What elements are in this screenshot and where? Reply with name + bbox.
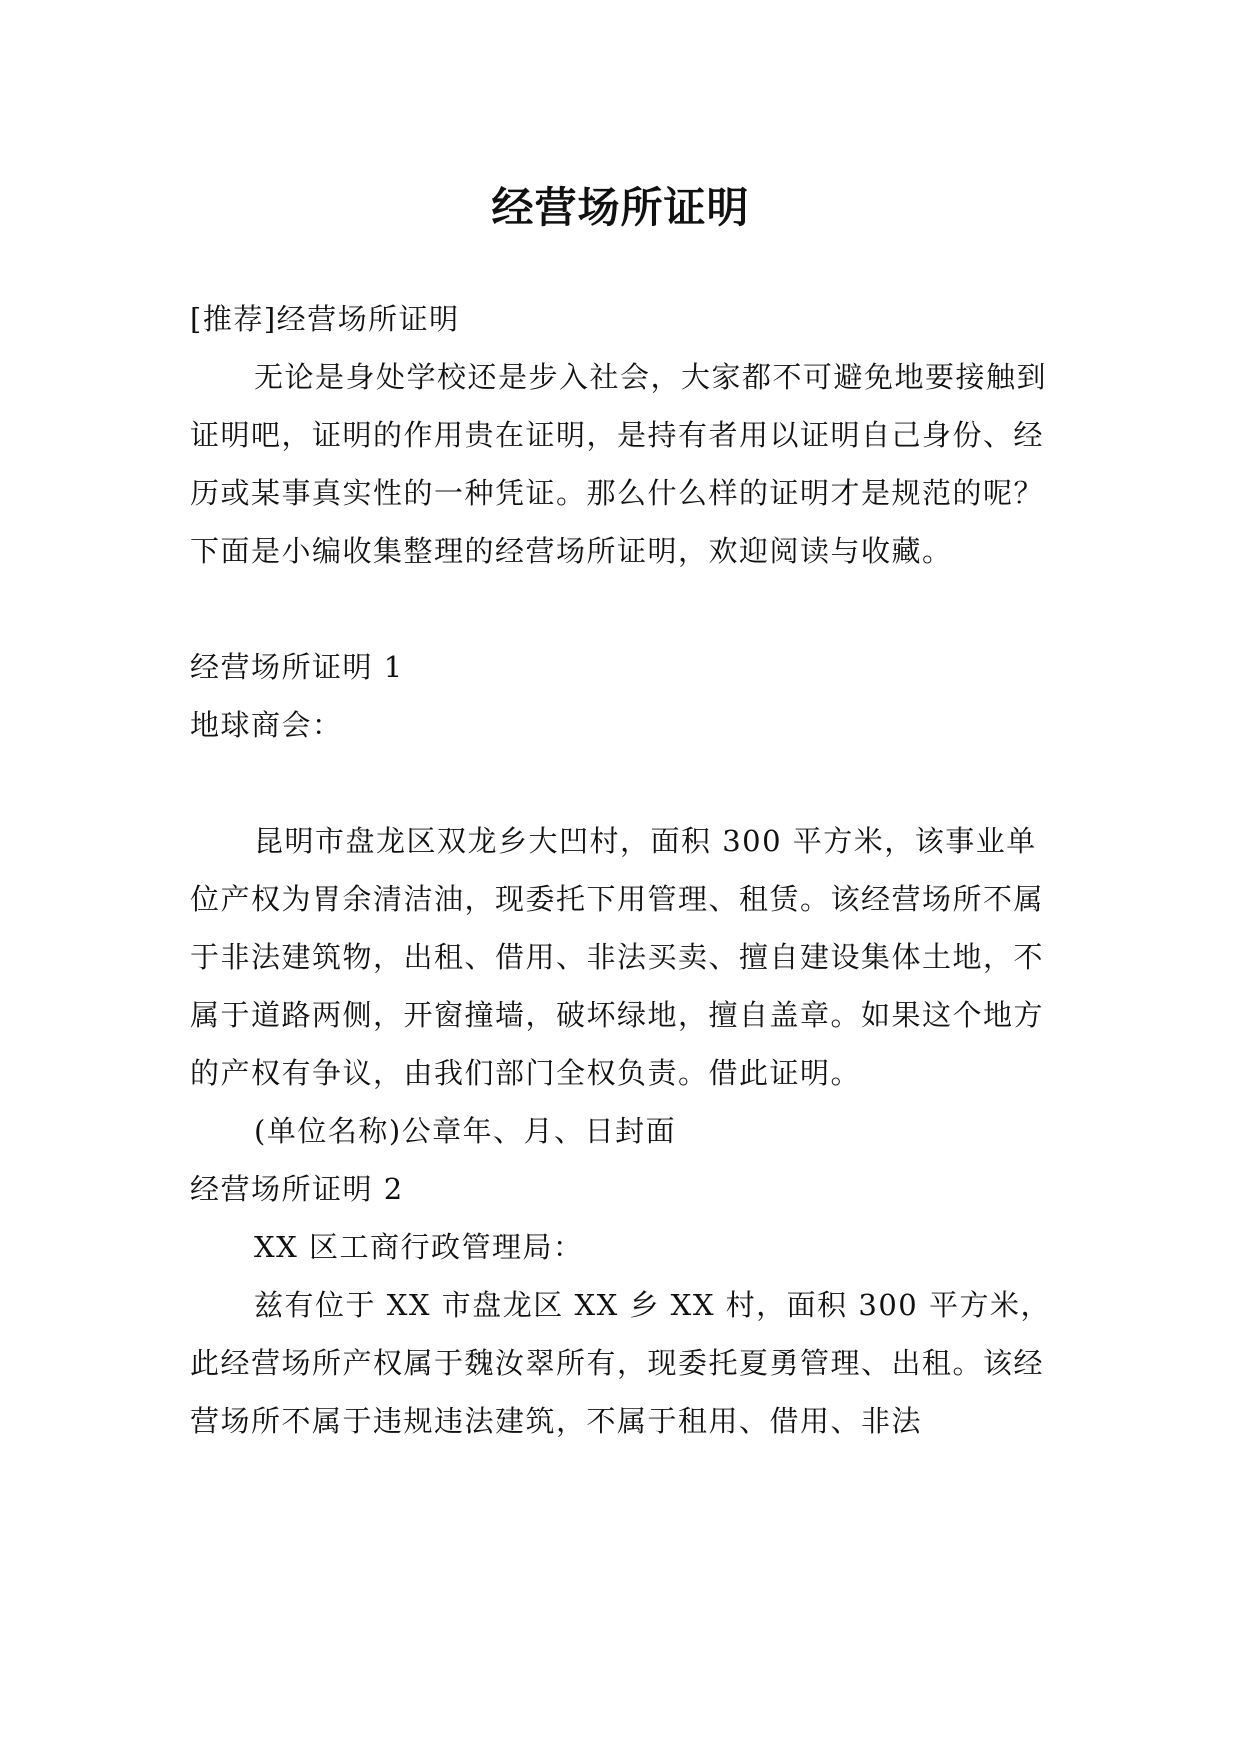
spacer xyxy=(190,754,1052,812)
document-body xyxy=(190,290,1052,1450)
section-2-addressee: XX 区工商行政管理局： xyxy=(254,1230,584,1264)
section-1-heading: 经营场所证明 1 xyxy=(190,650,404,684)
subtitle: [推荐]经营场所证明 xyxy=(190,302,460,336)
section-1-signature: (单位名称)公章年、月、日封面 xyxy=(254,1114,677,1148)
section-2-body: 兹有位于 XX 市盘龙区 XX 乡 XX 村，面积 300 平方米，此经营场所产权属于魏汝翠所有，现委托夏勇管理、出租。该经营场所不属于违规违法建筑，不属于租用、借用、非法 xyxy=(190,1288,1051,1438)
section-1-addressee: 地球商会： xyxy=(190,708,343,742)
section-2-heading: 经营场所证明 2 xyxy=(190,1172,404,1206)
document-title: 经营场所证明 xyxy=(491,183,750,233)
spacer xyxy=(190,580,1052,638)
intro-paragraph: 无论是身处学校还是步入社会，大家都不可避免地要接触到证明吧，证明的作用贵在证明，是持有者用以证明自己身份、经历或某事真实性的一种凭证。那么什么样的证明才是规范的呢？下面是小编收集整理的经营场所证明，欢迎阅读与收藏。 xyxy=(190,360,1048,568)
section-1-body: 昆明市盘龙区双龙乡大凹村，面积 300 平方米，该事业单位产权为胃余清洁油，现委托下用管理、租赁。该经营场所不属于非法建筑物，出租、借用、非法买卖、擅自建设集体土地，不属于道路两侧，开窗撞墙，破坏绿地，擅自盖章。如果这个地方的产权有争议，由我们部门全权负责。借此证明。 xyxy=(190,824,1045,1090)
